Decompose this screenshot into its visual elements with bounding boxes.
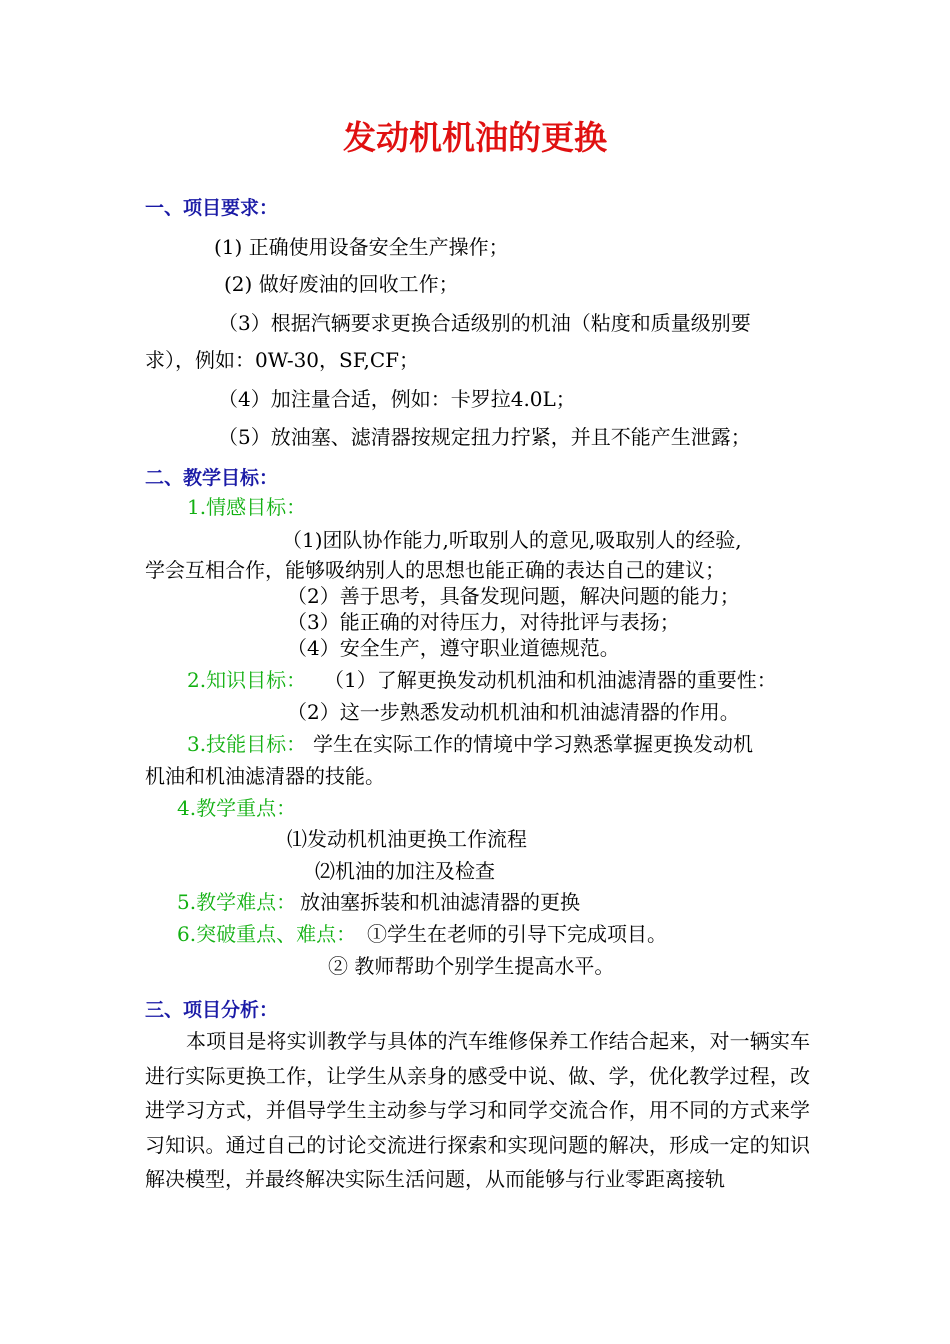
key-point-item-1: ⑴发动机机油更换工作流程 xyxy=(287,827,527,851)
breakthrough-label: 6.突破重点、难点： xyxy=(177,922,357,946)
requirement-item-3-cont: 求），例如：0W-30，SF,CF； xyxy=(145,348,420,372)
breakthrough-item-1: ①学生在老师的引导下完成项目。 xyxy=(367,922,667,946)
requirement-item-3: （3）根据汽辆要求更换合适级别的机油（粘度和质量级别要 xyxy=(218,311,751,335)
requirement-item-4: （4）加注量合适，例如：卡罗拉4.0L； xyxy=(218,387,576,411)
difficulty-text: 放油塞拆装和机油滤清器的更换 xyxy=(300,890,580,914)
section-heading-analysis: 三、项目分析： xyxy=(145,999,279,1021)
emotion-goal-item-2: （2）善于思考，具备发现问题，解决问题的能力； xyxy=(287,584,740,608)
knowledge-goal-item-1: （1）了解更换发动机机油和机油滤清器的重要性： xyxy=(324,668,777,692)
knowledge-goal-item-2: （2）这一步熟悉发动机机油和机油滤清器的作用。 xyxy=(287,700,740,724)
requirement-item-2: (2) 做好废油的回收工作； xyxy=(224,272,459,296)
key-points-label: 4.教学重点： xyxy=(177,796,297,820)
emotion-goal-item-1: （1)团队协作能力,听取别人的意见,吸取别人的经验, xyxy=(282,528,742,552)
skill-goal-text-cont: 机油和机油滤清器的技能。 xyxy=(145,764,385,788)
emotion-goal-item-1-cont: 学会互相合作，能够吸纳别人的思想也能正确的表达自己的建议； xyxy=(145,558,725,582)
requirement-item-5: （5）放油塞、滤清器按规定扭力拧紧，并且不能产生泄露； xyxy=(218,425,751,449)
key-point-item-2: ⑵机油的加注及检查 xyxy=(315,859,495,883)
emotion-goal-item-4: （4）安全生产，遵守职业道德规范。 xyxy=(287,636,620,660)
section-heading-requirements: 一、项目要求： xyxy=(145,197,279,219)
emotion-goal-item-3: （3）能正确的对待压力，对待批评与表扬； xyxy=(287,610,680,634)
emotion-goal-label: 1.情感目标： xyxy=(187,495,307,519)
skill-goal-text: 学生在实际工作的情境中学习熟悉掌握更换发动机 xyxy=(313,732,753,756)
breakthrough-item-2: ② 教师帮助个别学生提高水平。 xyxy=(328,954,615,978)
section-heading-objectives: 二、教学目标： xyxy=(145,467,279,489)
skill-goal-label: 3.技能目标： xyxy=(187,732,307,756)
analysis-paragraph: 本项目是将实训教学与具体的汽车维修保养工作结合起来，对一辆实车进行实际更换工作，让学生从亲身的感受中说、做、学，优化教学过程，改进学习方式，并倡导学生主动参与学习和同学交流合作，用不同的方式来学习知识。通过自己的讨论交流进行探索和实现问题的解决，形成一定的知识解决模型，并最终解决实际生活问题，从而能够与行业零距离接轨 xyxy=(145,1029,810,1191)
document-title: 发动机机油的更换 xyxy=(343,118,607,157)
knowledge-goal-label: 2.知识目标： xyxy=(187,668,307,692)
difficulty-label: 5.教学难点： xyxy=(177,890,297,914)
requirement-item-1: (1) 正确使用设备安全生产操作； xyxy=(214,235,509,259)
